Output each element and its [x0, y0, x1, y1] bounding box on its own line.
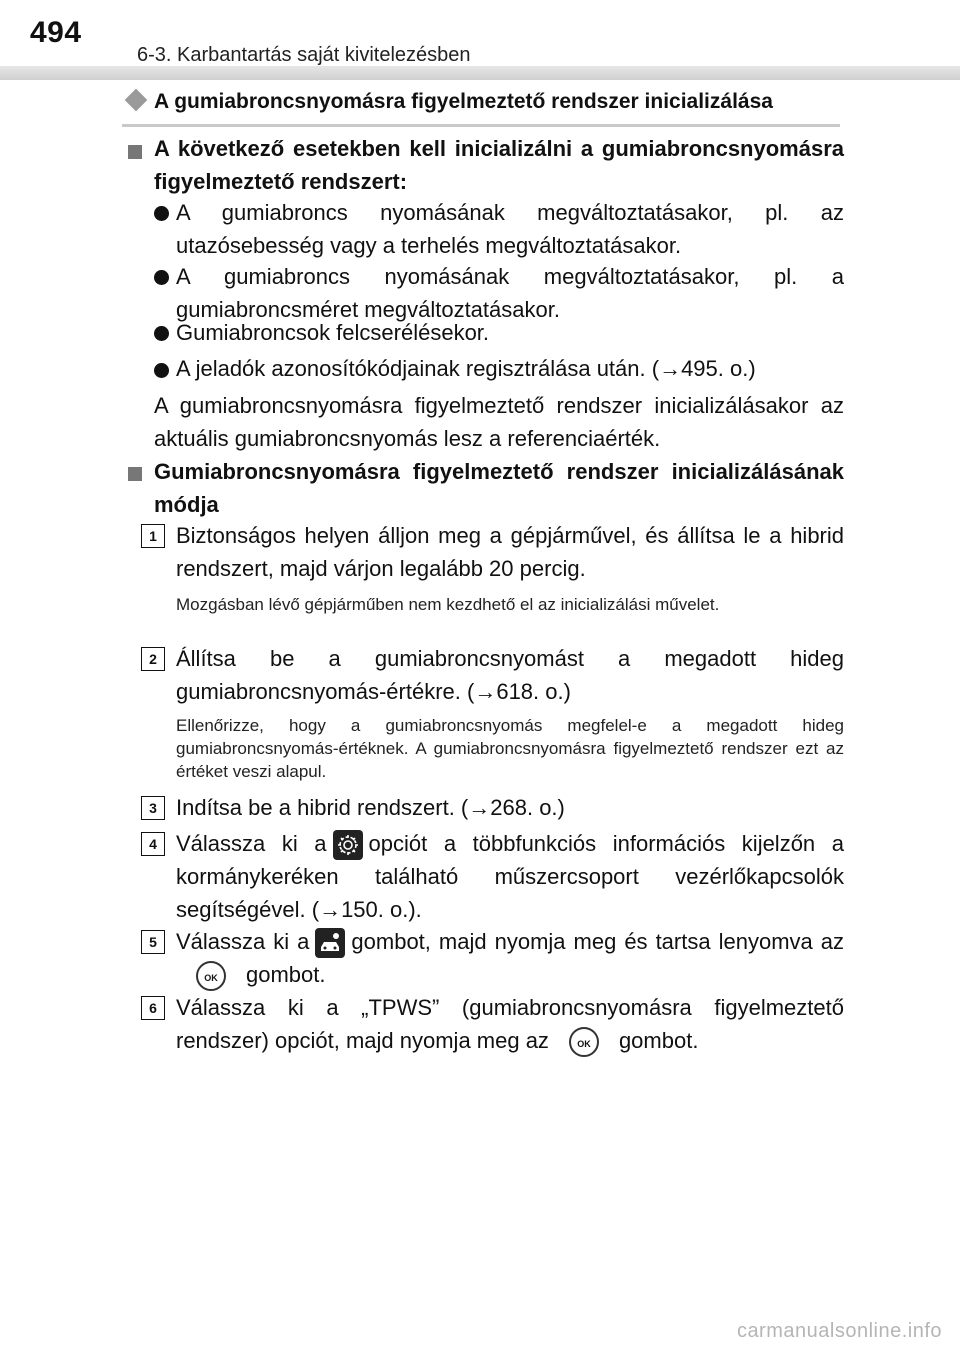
- step-number: 5: [141, 930, 165, 954]
- step-text: Biztonságos helyen álljon meg a gépjárművel, és állítsa le a hibrid rendszert, majd várjon legalább 20 percig.: [176, 523, 844, 581]
- bullet-item: Gumiabroncsok felcserélésekor.: [176, 320, 490, 345]
- step-text-part: Válassza ki a: [176, 929, 310, 954]
- reference-paragraph: A gumiabroncsnyomásra figyelmeztető rendszer inicializálásakor az aktuális gumiabroncsnyomás lesz a referenciaérték.: [154, 393, 844, 451]
- round-bullet-icon: [154, 270, 169, 285]
- step-number: 3: [141, 796, 165, 820]
- page-number: 494: [30, 16, 82, 49]
- step-text: [176, 991, 844, 1057]
- bullet-item: A gumiabroncs nyomásának megváltoztatásakor, pl. az utazósebesség vagy a terhelés megváltoztatásakor.: [176, 200, 844, 258]
- step-note: Mozgásban lévő gépjárműben nem kezdhető el az inicializálási művelet.: [176, 595, 720, 614]
- step-text-part: gombot, majd nyomja meg és tartsa lenyomva az: [351, 929, 844, 954]
- step-number: 6: [141, 996, 165, 1020]
- step-number: 1: [141, 524, 165, 548]
- step-text: [176, 827, 844, 926]
- subheading-initialization-cases: A következő esetekben kell inicializálni a gumiabroncsnyomásra figyelmeztető rendszert:: [154, 136, 844, 194]
- ok-button-icon: OK: [196, 961, 226, 991]
- gear-icon: [333, 830, 363, 860]
- square-bullet-icon: [128, 467, 142, 481]
- section-title: 6-3. Karbantartás saját kivitelezésben: [137, 44, 471, 66]
- bullet-item: A jeladók azonosítókódjainak regisztrálása után. (→495. o.): [176, 356, 756, 381]
- ok-button-icon: OK: [569, 1027, 599, 1057]
- step-text: [176, 925, 844, 991]
- step-number: 4: [141, 832, 165, 856]
- square-bullet-icon: [128, 145, 142, 159]
- step-text: Állítsa be a gumiabroncsnyomást a megadott hideg gumiabroncsnyomás-értékre. (→618. o.): [176, 646, 844, 704]
- step-text: Indítsa be a hibrid rendszert. (→268. o.): [176, 795, 565, 820]
- car-settings-icon: [315, 928, 345, 958]
- step-text-part: gombot.: [246, 962, 326, 988]
- step-text-part: Válassza ki a „TPWS” (gumiabroncsnyomásra figyelmeztető rendszer) opciót, majd nyomja meg az: [176, 995, 844, 1053]
- watermark: carmanualsonline.info: [736, 1320, 942, 1342]
- round-bullet-icon: [154, 326, 169, 341]
- step-text-part: Válassza ki a: [176, 831, 327, 856]
- subheading-initialization-method: Gumiabroncsnyomásra figyelmeztető rendszer inicializálásának módja: [154, 459, 844, 517]
- round-bullet-icon: [154, 206, 169, 221]
- bullet-item: A gumiabroncs nyomásának megváltoztatásakor, pl. a gumiabroncsméret megváltoztatásakor.: [176, 264, 844, 322]
- step-number: 2: [141, 647, 165, 671]
- round-bullet-icon: [154, 363, 169, 378]
- step-text-part: opciót a többfunkciós információs kijelzőn a kormánykeréken található műszercsoport vezérlőkapcsolók segítségével. (→150. o.).: [176, 831, 844, 923]
- main-heading: A gumiabroncsnyomásra figyelmeztető rendszer inicializálása: [154, 90, 773, 113]
- header-band: [0, 0, 960, 80]
- step-note: Ellenőrizze, hogy a gumiabroncsnyomás megfelel-e a megadott hideg gumiabroncsnyomás-értéknek. A gumiabroncsnyomásra figyelmeztető rendszer ezt az értéket veszi alapul.: [176, 716, 844, 781]
- step-text-part: gombot.: [618, 1028, 699, 1053]
